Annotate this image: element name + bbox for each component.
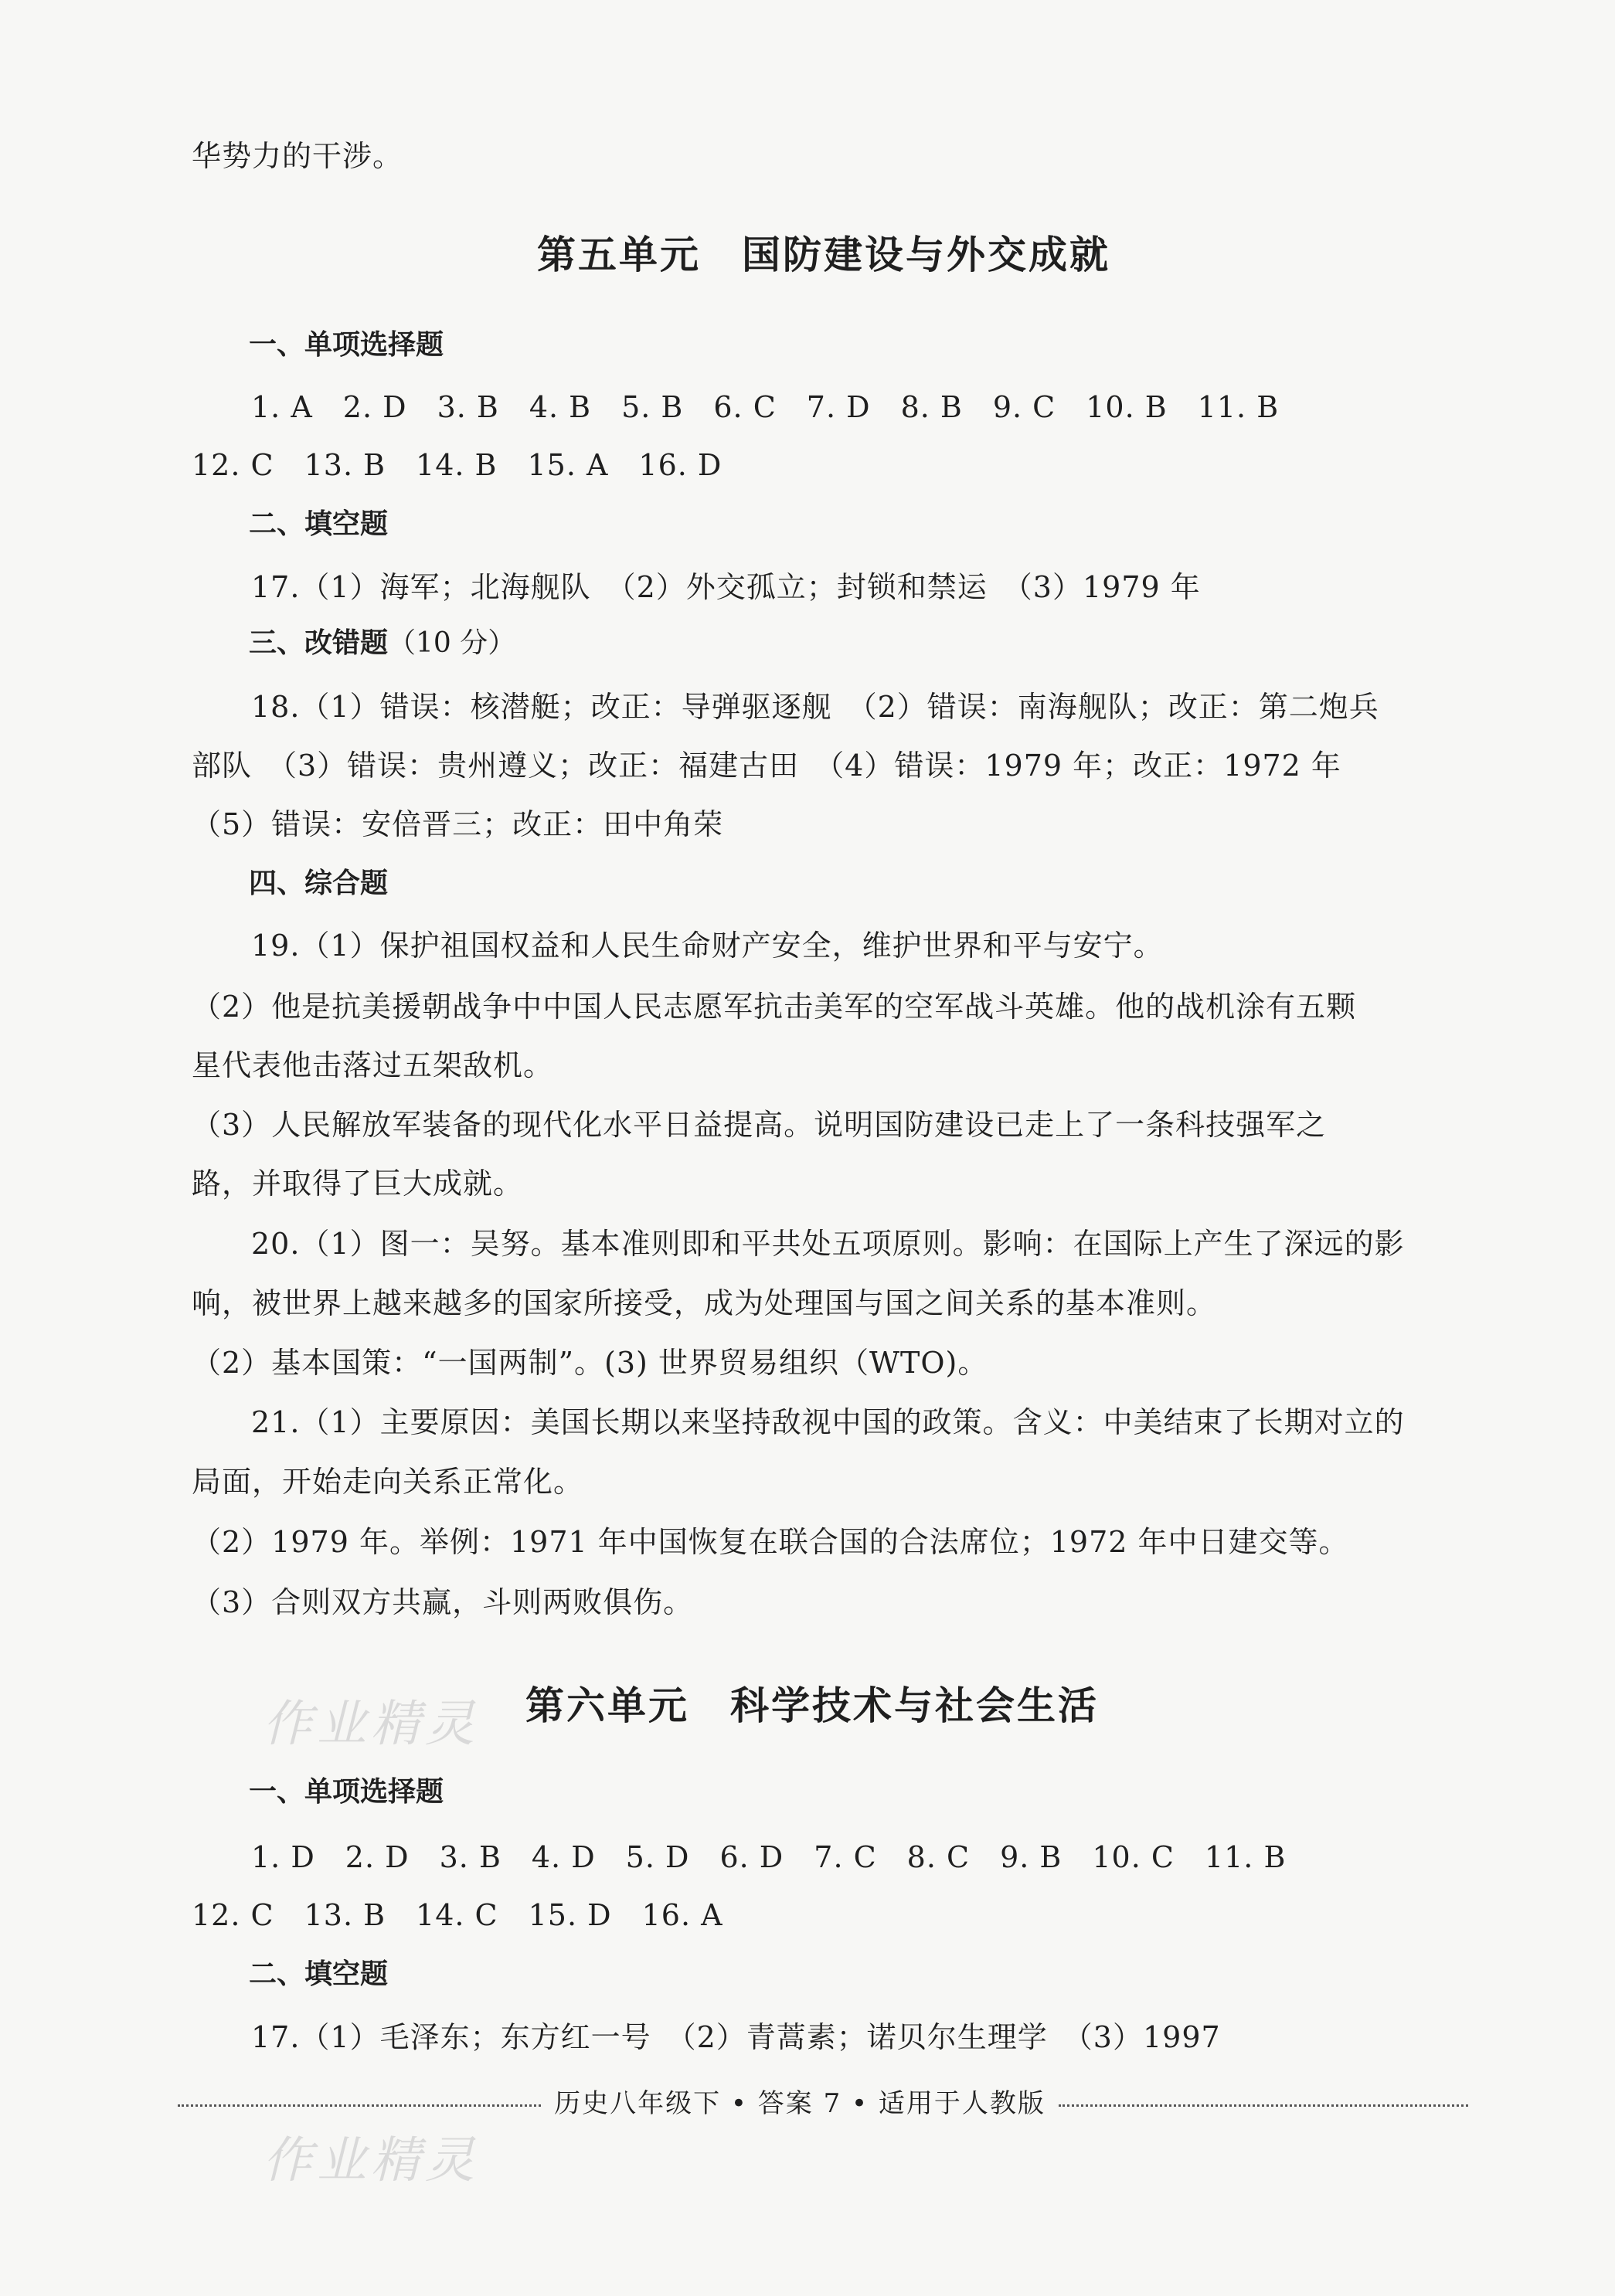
watermark-top: 作业精灵 bbox=[263, 1696, 479, 1753]
unit6-single-choice-answers-2: 12. C 13. B 14. C 15. D 16. A bbox=[192, 1898, 723, 1932]
unit5-q18-line2: 部队 （3）错误：贵州遵义；改正：福建古田 （4）错误：1979 年；改正：1972 年 bbox=[192, 749, 1341, 783]
unit5-q19-line1: 19.（1）保护祖国权益和人民生命财产安全，维护世界和平与安宁。 bbox=[251, 929, 1164, 963]
unit5-q19-line3: 星代表他击落过五架敌机。 bbox=[192, 1048, 554, 1082]
unit5-q19-line5: 路，并取得了巨大成就。 bbox=[192, 1167, 524, 1201]
unit5-q21-line1: 21.（1）主要原因：美国长期以来坚持敌视中国的政策。含义：中美结束了长期对立的 bbox=[251, 1405, 1405, 1439]
footer-rule-left bbox=[178, 2104, 541, 2107]
unit5-q19-line2: （2）他是抗美援朝战争中中国人民志愿军抗击美军的空军战斗英雄。他的战机涂有五颗 bbox=[192, 990, 1357, 1024]
correction-heading-text: 三、改错题 bbox=[249, 627, 389, 659]
unit5-q18-line1: 18.（1）错误：核潜艇；改正：导弹驱逐舰 （2）错误：南海舰队；改正：第二炮兵 bbox=[251, 690, 1379, 724]
unit6-title: 第六单元 科学技术与社会生活 bbox=[525, 1683, 1099, 1728]
watermark-bottom: 作业精灵 bbox=[263, 2132, 479, 2189]
unit5-title: 第五单元 国防建设与外交成就 bbox=[537, 233, 1110, 277]
unit6-q17: 17.（1）毛泽东；东方红一号 （2）青蒿素；诺贝尔生理学 （3）1997 bbox=[251, 2020, 1221, 2054]
unit5-q20-line1: 20.（1）图一：吴努。基本准则即和平共处五项原则。影响：在国际上产生了深远的影 bbox=[251, 1227, 1405, 1261]
unit5-q19-line4: （3）人民解放军装备的现代化水平日益提高。说明国防建设已走上了一条科技强军之 bbox=[192, 1108, 1327, 1142]
page-footer: 历史八年级下 • 答案 7 • 适用于人教版 bbox=[554, 2088, 1046, 2119]
unit5-comprehensive-heading: 四、综合题 bbox=[249, 868, 389, 899]
unit6-single-choice-heading: 一、单项选择题 bbox=[249, 1776, 444, 1808]
unit5-q21-line4: （3）合则双方共赢，斗则两败俱伤。 bbox=[192, 1585, 694, 1619]
unit5-correction-heading bbox=[249, 626, 515, 661]
intro-line: 华势力的干涉。 bbox=[192, 139, 403, 173]
unit5-fill-blank-heading: 二、填空题 bbox=[249, 508, 389, 540]
unit5-q18-line3: （5）错误：安倍晋三；改正：田中角荣 bbox=[192, 807, 724, 841]
unit5-q20-line3: （2）基本国策：“一国两制”。(3) 世界贸易组织（WTO)。 bbox=[192, 1346, 988, 1380]
unit5-single-choice-heading: 一、单项选择题 bbox=[249, 329, 444, 361]
correction-score: （10 分） bbox=[388, 627, 516, 659]
footer-rule-right bbox=[1059, 2104, 1468, 2107]
unit5-q17: 17.（1）海军；北海舰队 （2）外交孤立；封锁和禁运 （3）1979 年 bbox=[251, 570, 1201, 604]
unit5-single-choice-answers-1: 1. A 2. D 3. B 4. B 5. B 6. C 7. D 8. B 9. C 10. B 11. B bbox=[251, 390, 1280, 424]
unit5-q20-line2: 响，被世界上越来越多的国家所接受，成为处理国与国之间关系的基本准则。 bbox=[192, 1286, 1217, 1320]
unit6-single-choice-answers-1: 1. D 2. D 3. B 4. D 5. D 6. D 7. C 8. C 9. B 10. C 11. B bbox=[251, 1840, 1287, 1874]
unit5-q21-line3: （2）1979 年。举例：1971 年中国恢复在联合国的合法席位；1972 年中日建交等。 bbox=[192, 1525, 1349, 1559]
unit6-fill-blank-heading: 二、填空题 bbox=[249, 1958, 389, 1990]
unit5-single-choice-answers-2: 12. C 13. B 14. B 15. A 16. D bbox=[192, 448, 722, 482]
unit5-q21-line2: 局面，开始走向关系正常化。 bbox=[192, 1465, 584, 1499]
